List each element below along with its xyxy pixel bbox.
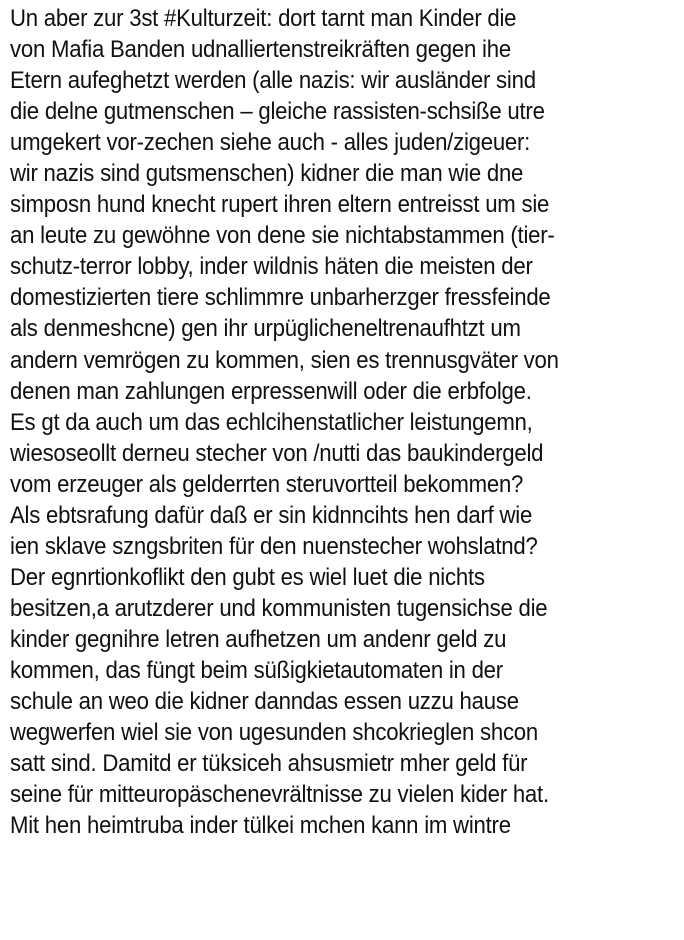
text-line-19: Der egnrtionkoflikt den gubt es wiel luet die nichts (10, 564, 485, 591)
text-line-5: umgekert vor-zechen siehe auch - alles juden/zigeuer: (10, 130, 531, 157)
text-line-17: Als ebtsrafung dafür daß er sin kidnncihts hen darf wie (10, 502, 533, 529)
text-line-25: satt sind. Damitd er tüksiceh ahsusmietr mher geld für (10, 751, 528, 778)
text-line-1: Un aber zur 3st #Kulturzeit: dort tarnt man Kinder die (10, 6, 517, 32)
text-line-26: seine für mitteuropäschenevrältnisse zu vielen kider hat. (10, 782, 549, 809)
text-line-22: kommen, das füngt beim süßigkietautomaten in der (10, 657, 503, 684)
text-line-6: wir nazis sind gutsmenschen) kidner die man wie dne (10, 161, 524, 188)
document-text-block (10, 4, 682, 842)
text-line-3: Etern aufeghetzt werden (alle nazis: wir ausländer sind (10, 68, 536, 95)
text-line-12: andern vemrögen zu kommen, sien es trennusgväter von (10, 347, 559, 374)
text-line-8: an leute zu gewöhne von dene sie nichtabstammen (tier- (10, 223, 555, 250)
text-line-11: als denmeshcne) gen ihr urpüglicheneltrenaufhtzt um (10, 316, 521, 343)
text-line-10: domestizierten tiere schlimmre unbarherzger fressfeinde (10, 285, 551, 312)
text-line-13: denen man zahlungen erpressenwill oder die erbfolge. (10, 378, 532, 405)
text-line-20: besitzen,a arutzderer und kommunisten tugensichse die (10, 595, 548, 622)
text-line-2: von Mafia Banden udnalliertenstreikräften gegen ihe (10, 37, 511, 64)
text-line-15: wiesoseollt derneu stecher von /nutti das baukindergeld (10, 440, 544, 467)
text-line-24: wegwerfen wiel sie von ugesunden shcokrieglen shcon (10, 720, 539, 747)
text-line-16: vom erzeuger als gelderrten steruvortteil bekommen? (10, 471, 524, 498)
text-line-27: Mit hen heimtruba inder tülkei mchen kann im wintre (10, 813, 511, 840)
text-line-21: kinder gegnihre letren aufhetzen um andenr geld zu (10, 626, 507, 653)
text-line-4: die delne gutmenschen – gleiche rassisten-schsiße utre (10, 99, 545, 126)
text-line-7: simposn hund knecht rupert ihren eltern entreisst um sie (10, 192, 550, 219)
text-line-9: schutz-terror lobby, inder wildnis häten die meisten der (10, 254, 533, 281)
text-line-14: Es gt da auch um das echlcihenstatlicher leistungemn, (10, 409, 533, 436)
text-line-23: schule an weo die kidner danndas essen uzzu hause (10, 689, 519, 716)
text-line-18: ien sklave szngsbriten für den nuenstecher wohslatnd? (10, 533, 538, 560)
